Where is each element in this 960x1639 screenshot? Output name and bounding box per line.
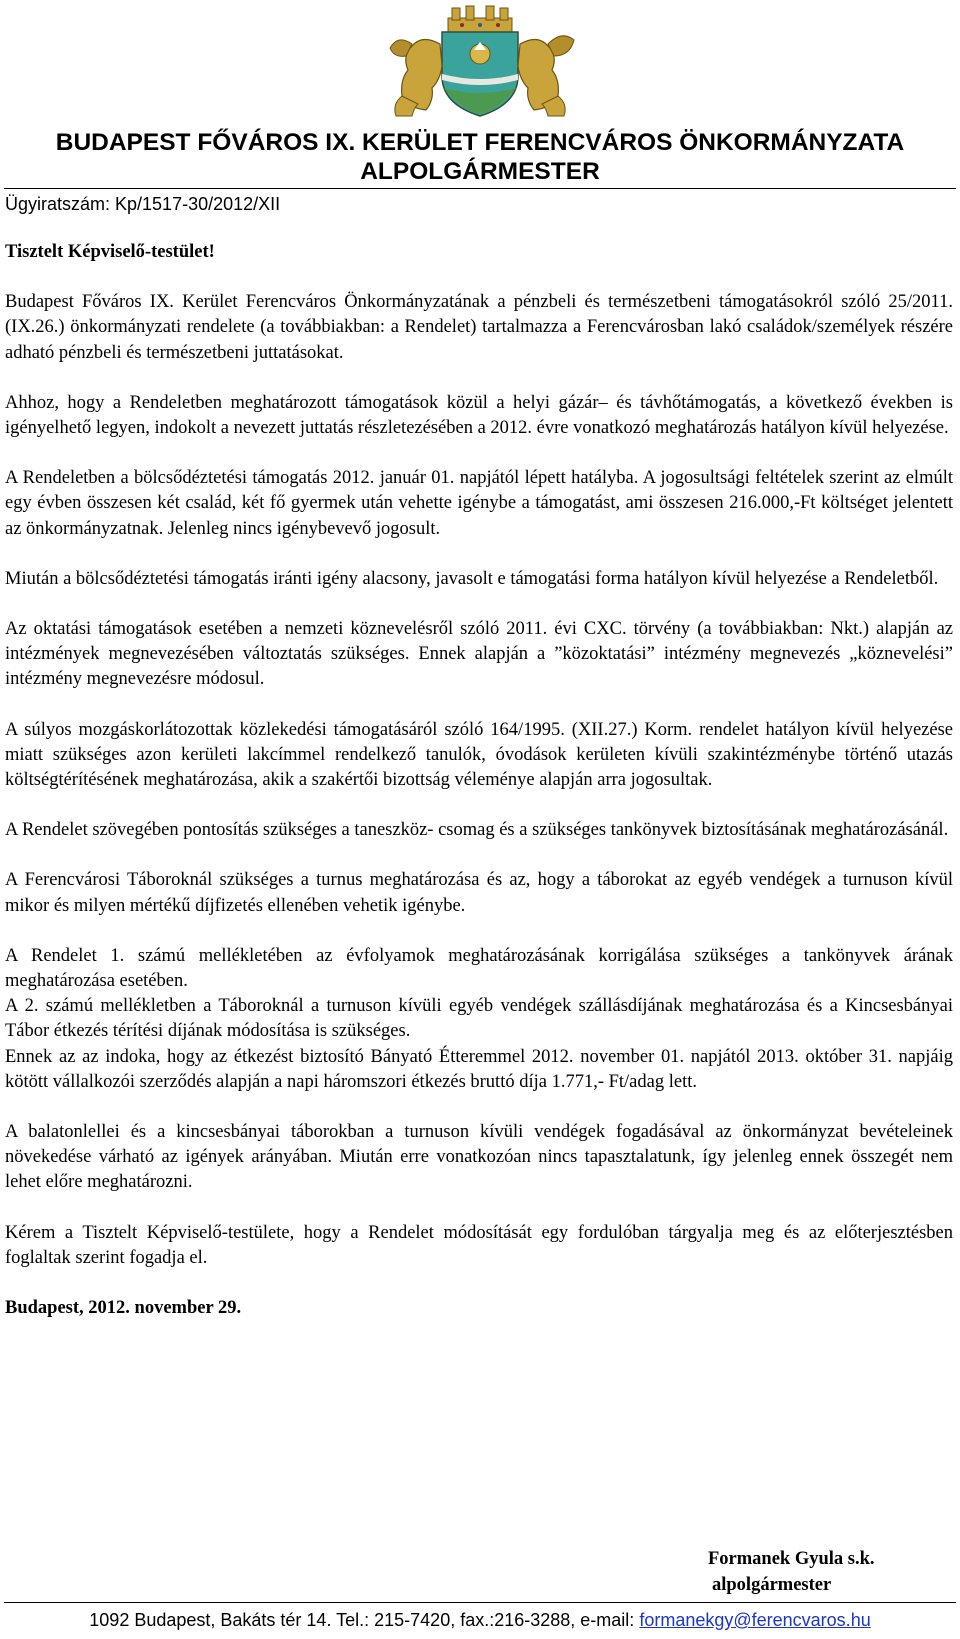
date-line: Budapest, 2012. november 29.: [5, 1298, 242, 1319]
paragraph: A Rendelet 1. számú mellékletében az évfolyamok meghatározásának korrigálása szükséges a tankönyvek árának meghatározása esetében.: [5, 945, 953, 992]
left-griffin-icon: [390, 39, 442, 116]
case-number: Ügyiratszám: Kp/1517-30/2012/XII: [5, 194, 281, 214]
paragraph: A Ferencvárosi Táboroknál szükséges a turnus meghatározása és az, hogy a táborokat az egyéb vendégek a turnuson kívül mikor és milyen mértékű díjfizetés ellenében vehetik igénybe.: [5, 870, 953, 916]
office-title: ALPOLGÁRMESTER: [360, 158, 600, 185]
paragraph: A Rendelet szövegében pontosítás szükséges a taneszköz- csomag és a szükséges tankönyvek biztosításának meghatározásánál.: [5, 820, 949, 841]
coat-of-arms-icon: [382, 4, 578, 122]
paragraph: A Rendeletben a bölcsődéztetési támogatás 2012. január 01. napjától lépett hatályba. A jogosultsági feltételek szerint az elmúlt egy évben összesen két család, két fő gyermek után vehette igénybe a támogatást, ami összesen 216.000,-Ft költséget jelentett az önkormányzatnak. Jelenleg nincs igénybevevő jogosult.: [5, 468, 953, 539]
paragraph: A 2. számú mellékletben a Táboroknál a turnuson kívüli egyéb vendégek szállásdíjának meghatározása és a Kincsesbányai Tábor étkezés térítési díjának módosítása is szükséges.: [5, 996, 953, 1042]
crown-icon: [448, 6, 512, 32]
letter-body: [5, 240, 953, 1321]
paragraph: Kérem a Tisztelt Képviselő-testülete, hogy a Rendelet módosítását egy fordulóban tárgyalja meg és az előterjesztésben foglaltak szerint fogadja el.: [5, 1222, 953, 1268]
salutation: Tisztelt Képviselő-testület!: [5, 242, 215, 262]
organization-name: BUDAPEST FŐVÁROS IX. KERÜLET FERENCVÁROS ÖNKORMÁNYZATA: [55, 129, 905, 156]
footer-address: 1092 Budapest, Bakáts tér 14. Tel.: 215-7420, fax.:216-3288, e-mail:: [89, 1610, 635, 1630]
footer: [0, 1606, 960, 1634]
paragraph: Az oktatási támogatások esetében a nemzeti köznevelésről szóló 2011. évi CXC. törvény (a továbbiakban: Nkt.) alapján az intézmények megnevezésében változtatás szükséges. Ennek alapján a ”közoktatási” intézmény megnevezés „köznevelési” intézmény megnevezésre módosul.: [5, 619, 953, 690]
signer-title: alpolgármester: [712, 1575, 832, 1595]
paragraph: Miután a bölcsődéztetési támogatás iránti igény alacsony, javasolt e támogatási forma hatályon kívül helyezése a Rendeletből.: [5, 568, 939, 589]
paragraph: Ahhoz, hogy a Rendeletben meghatározott támogatások közül a helyi gázár– és távhőtámogatás, a következő években is igényelhető legyen, indokolt a nevezett juttatás részletezésében a 2012. évre vonatkozó meghatározás hatályon kívül helyezése.: [5, 392, 953, 439]
right-griffin-icon: [518, 36, 574, 116]
email-link[interactable]: formanekgy@ferencvaros.hu: [639, 1610, 871, 1630]
paragraph: A súlyos mozgáskorlátozottak közlekedési támogatásáról szóló 164/1995. (XII.27.) Korm. rendelet hatályon kívül helyezése miatt szükséges azon kerületi lakcímmel rendelkező tanulók, óvodások kerületen kívüli szakintézménybe történő utazás költségtérítésének meghatározása, akik a szakértői bizottság véleménye alapján arra jogosultak.: [5, 719, 953, 791]
paragraph: Ennek az az indoka, hogy az étkezést biztosító Bányató Étteremmel 2012. november 01. napjától 2013. október 31. napjáig kötött vállalkozói szerződés alapján a napi háromszori étkezés bruttó díja 1.771,- Ft/adag lett.: [5, 1046, 953, 1092]
paragraph: Budapest Főváros IX. Kerület Ferencváros Önkormányzatának a pénzbeli és természetbeni támogatásokról szóló 25/2011. (IX.26.) önkormányzati rendelete (a továbbiakban: a Rendelet) tartalmazza a Ferencvárosban lakó családok/személyek részére adható pénzbeli és természetbeni juttatásokat.: [5, 292, 953, 363]
footer-divider: [4, 1602, 956, 1603]
signature-block: [708, 1546, 875, 1598]
signer-name: Formanek Gyula s.k.: [708, 1549, 875, 1569]
paragraph: A balatonlellei és a kincsesbányai táborokban a turnuson kívüli vendégek fogadásával az önkormányzat bevételeinek növekedése várható az igények arányában. Miután erre vonatkozóan nincs tapasztalatunk, így jelenleg ennek összegét nem lehet előre meghatározni.: [5, 1122, 953, 1193]
shield-icon: [442, 32, 518, 116]
